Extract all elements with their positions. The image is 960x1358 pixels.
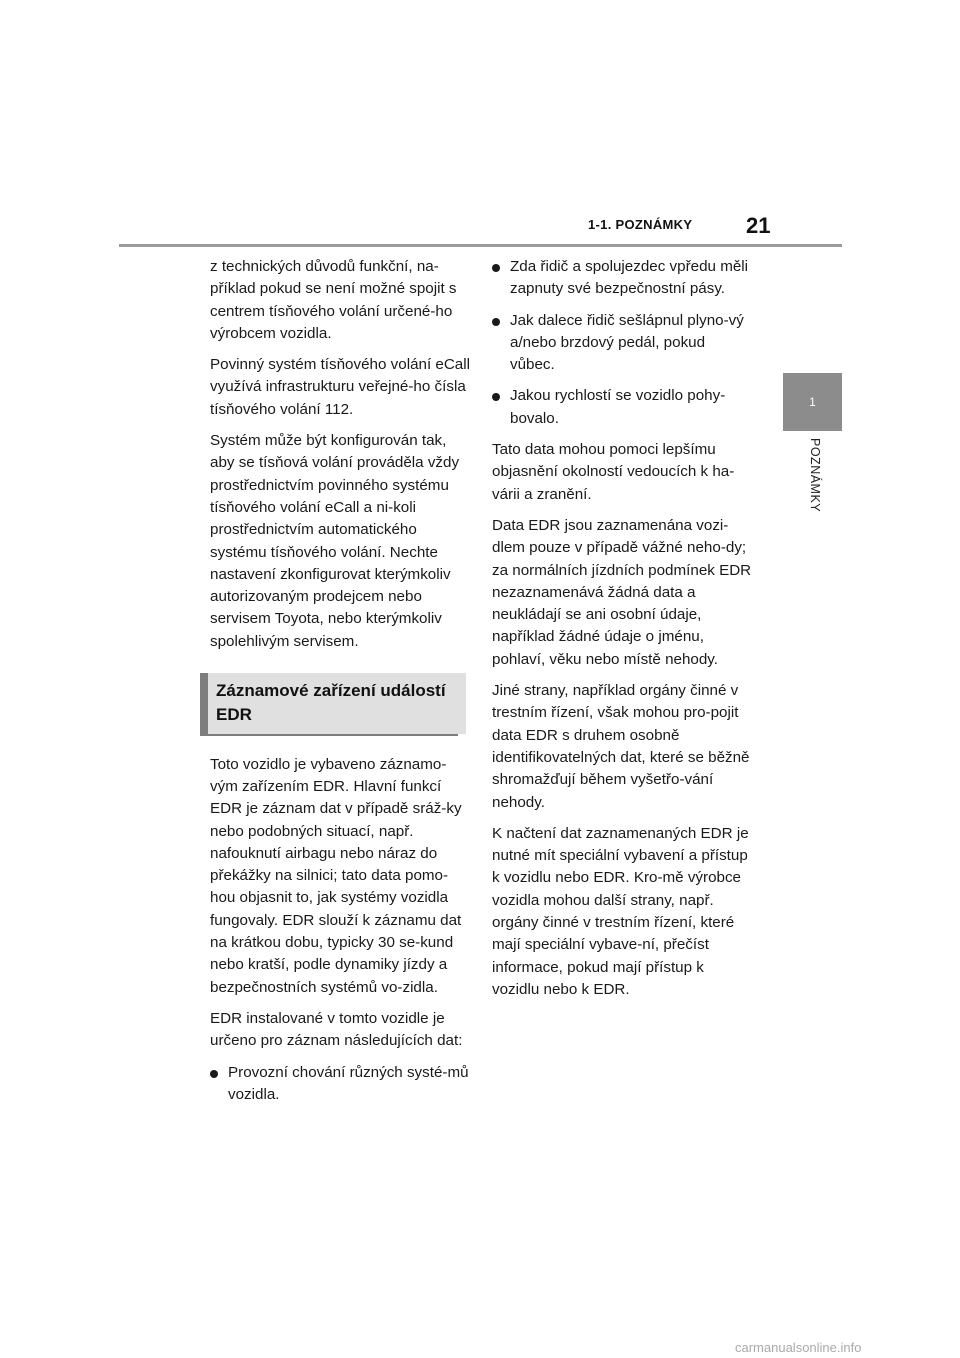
- list-item-text: Provozní chování různých systé-mů vozidla.: [228, 1063, 469, 1103]
- left-column: [210, 256, 472, 1115]
- heading-underline: [200, 734, 458, 736]
- list-item-text: Jakou rychlostí se vozidlo pohy-bovalo.: [510, 387, 726, 427]
- section-heading: [200, 673, 466, 734]
- section-title: 1-1. POZNÁMKY: [588, 217, 693, 232]
- list-item: [492, 256, 754, 301]
- paragraph: Tato data mohou pomoci lepšímu objasnění okolností vedoucích k ha-várii a zranění.: [492, 441, 735, 503]
- paragraph: EDR instalované v tomto vozidle je určeno pro záznam následujících dat:: [210, 1009, 463, 1050]
- bullet-icon: [492, 264, 500, 272]
- page-number: 21: [746, 213, 771, 238]
- paragraph: z technických důvodů funkční, na-příklad pokud se není možné spojit s centrem tísňového volání určené-ho výrobcem vozidla.: [210, 258, 457, 342]
- paragraph: Toto vozidlo je vybaveno záznamo-vým zařízením EDR. Hlavní funkcí EDR je záznam dat v případě sráž-ky nebo podobných situací, např. nafouknutí airbagu nebo náraz do překážky na silnici; tato data pomo-hou objasnit to, jak systémy vozidla fungovaly. EDR slouží k záznamu dat na krátkou dobu, typicky 30 se-kund nebo kratší, podle dynamiky jízdy a bezpečnostních systémů vo-zidla.: [210, 755, 462, 996]
- watermark: carmanualsonline.info: [735, 1340, 862, 1355]
- paragraph: Data EDR jsou zaznamenána vozi-dlem pouze v případě vážné neho-dy; za normálních jízdních podmínek EDR nezaznamenává žádná data a neukládají se ani osobní údaje, například žádné údaje o jménu, pohlaví, věku nebo místě nehody.: [492, 516, 752, 668]
- list-item-text: Jak dalece řidič sešlápnul plyno-vý a/nebo brzdový pedál, pokud vůbec.: [510, 311, 744, 374]
- chapter-label: POZNÁMKY: [808, 438, 822, 513]
- paragraph: K načtení dat zaznamenaných EDR je nutné mít speciální vybavení a přístup k vozidlu nebo EDR. Kro-mě výrobce vozidla mohou další strany, např. orgány činné v trestním řízení, které mají speciální vybave-ní, přečíst informace, pokud mají přístup k vozidlu nebo k EDR.: [492, 824, 749, 998]
- paragraph: Systém může být konfigurován tak, aby se tísňová volání prováděla vždy prostřednictvím povinného systému tísňového volání eCall a ni-koli prostřednictvím automatického systému tísňového volání. Nechte nastavení zkonfigurovat kterýmkoliv autorizovaným prodejcem nebo servisem Toyota, nebo kterýmkoliv spolehlivým servisem.: [210, 432, 460, 650]
- header-divider: [119, 244, 842, 247]
- list-item-text: Zda řidič a spolujezdec vpředu měli zapnuty své bezpečnostní pásy.: [510, 258, 749, 298]
- list-item: [492, 310, 754, 377]
- chapter-number: 1: [809, 395, 816, 409]
- bullet-icon: [492, 318, 500, 326]
- bullet-icon: [492, 393, 500, 401]
- bullet-icon: [210, 1070, 218, 1078]
- section-heading-text: Záznamové zařízení událostí EDR: [216, 681, 446, 725]
- paragraph: Povinný systém tísňového volání eCall využívá infrastrukturu veřejné-ho čísla tísňového volání 112.: [210, 356, 471, 418]
- right-column: [492, 256, 754, 1010]
- paragraph: Jiné strany, například orgány činné v trestním řízení, však mohou pro-pojit data EDR s druhem osobně identifikovatelných dat, které se běžně shromažďují během vyšetřo-vání nehody.: [492, 682, 750, 811]
- chapter-tab: [783, 373, 842, 431]
- list-item: [492, 385, 754, 430]
- list-item: [210, 1062, 472, 1107]
